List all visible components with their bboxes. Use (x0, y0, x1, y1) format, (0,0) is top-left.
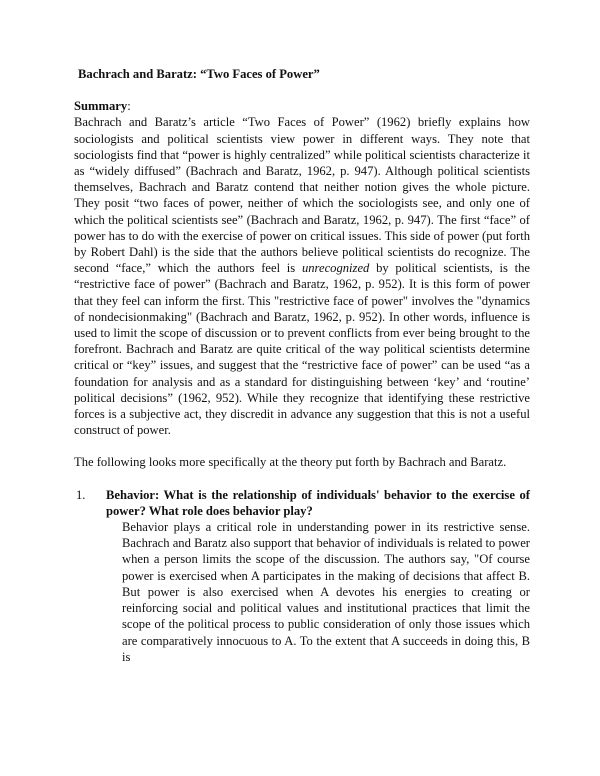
summary-paragraph (74, 98, 530, 438)
list-item-number: 1. (76, 487, 86, 502)
list-item (74, 487, 530, 665)
list-item-text: Behavior plays a critical role in understanding power in its restrictive sense. Bachrach and Baratz also support that behavior of individuals is related to power when a person limits the scope of the discussion. The authors say, "Of course power is exercised when A participates in the making of decisions that affect B. But power is also exercised when A devotes his energies to creating or reinforcing social and political values and institutional practices that limit the scope of the political process to public consideration of only those issues which are comparatively innocuous to A. To the extent that A succeeds in doing this, B is (122, 520, 530, 664)
document-page (74, 66, 530, 665)
summary-text-part1: Bachrach and Baratz’s article “Two Faces of Power” (1962) briefly explains how sociologists and political scientists view power in different ways. They note that sociologists find that “power is highly centralized” while political scientists characterize it as “widely diffused” (Bachrach and Baratz, 1962, p. 947). Although political scientists themselves, Bachrach and Baratz contend that neither notion gives the whole picture. They posit “two faces of power, neither of which the sociologists see, and only one of which the political scientists see” (Bachrach and Baratz, 1962, p. 947). The first “face” of power has to do with the exercise of power on critical issues. This side of power (put forth by Robert Dahl) is the side that the authors believe political scientists do recognize. The second “face,” which the authors feel is (74, 115, 530, 276)
summary-label: Summary (74, 99, 128, 114)
numbered-list (74, 487, 530, 665)
list-item-body (106, 487, 530, 665)
intro-paragraph: The following looks more specifically at the theory put forth by Bachrach and Baratz. (74, 455, 507, 470)
summary-text-part2: by political scientists, is the “restrictive face of power” (Bachrach and Baratz, 1962, p. 952). It is this form of power that they feel can inform the first. This "restrictive face of power" involves the "dynamics of nondecisionmaking" (Bachrach and Baratz, 1962, p. 952). In other words, influence is used to limit the scope of discussion or to prevent conflicts from ever being brought to the forefront. Bachrach and Baratz are quite critical of the way political scientists determine critical or “key” issues, and suggest that the “restrictive face of power” can be used “as a foundation for analysis and as a standard for distinguishing between ‘key’ and ‘routine’ political decisions” (1962, 952). While they recognize that identifying these restrictive forces is a subjective act, they discredit in advance any suggestion that this is not a useful construct of power. (74, 261, 531, 438)
list-item-heading: Behavior: What is the relationship of individuals' behavior to the exercise of power? What role does behavior play? (106, 487, 530, 518)
summary-italic-word: unrecognized (301, 261, 370, 276)
document-title: Bachrach and Baratz: “Two Faces of Power” (78, 67, 320, 81)
summary-colon: : (127, 99, 131, 114)
